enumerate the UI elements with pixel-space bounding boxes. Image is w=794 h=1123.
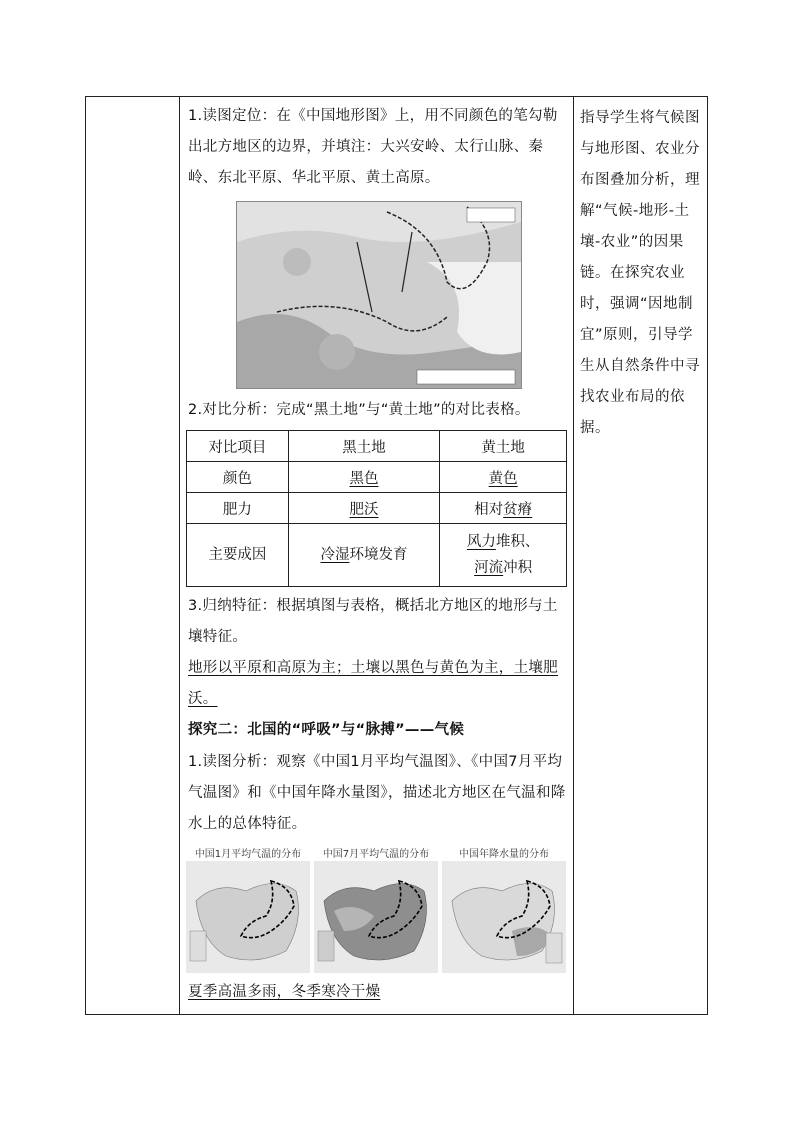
row-label: 肥力 [187, 493, 289, 524]
header-item: 对比项目 [187, 431, 289, 462]
table-row [187, 493, 567, 524]
cell-yellow-fertility-prefix: 相对 [474, 501, 504, 518]
table-header-row [187, 431, 567, 462]
section1-item3: 3.归纳特征：根据填图与表格，概括北方地区的地形与土壤特征。 [188, 598, 558, 645]
row-label: 主要成因 [187, 524, 289, 587]
section2-heading: 探究二：北国的“呼吸”与“脉搏”——气候 [188, 722, 465, 738]
answer-text: 夏季高温多雨，冬季寒冷干燥 [188, 984, 381, 1000]
section2-answer1 [188, 977, 568, 1008]
table-row [187, 524, 567, 587]
lesson-table [85, 96, 708, 1015]
map-title-precipitation: 中国年降水量的分布 [459, 849, 549, 860]
section1-answer3 [188, 653, 568, 715]
activity-column [180, 97, 573, 1014]
section1-item1: 1.读图定位：在《中国地形图》上，用不同颜色的笔勾勒出北方地区的边界，并填注：大兴安岭、太行山脉、秦岭、东北平原、华北平原、黄土高原。 [188, 108, 558, 186]
cell-black-fertility: 肥沃 [349, 501, 379, 518]
cell-yellow-color: 黄色 [488, 470, 518, 487]
cell-black-cause-rest: 环境发育 [349, 547, 408, 563]
map-title-january: 中国1月平均气温的分布 [194, 849, 302, 860]
cell-yellow-cause-key1: 风力 [466, 534, 496, 550]
map-title-july: 中国7月平均气温的分布 [322, 849, 430, 860]
january-temperature-map [186, 861, 310, 973]
answer-text: 地形以平原和高原为主；土壤以黑色与黄色为主，土壤肥沃。 [188, 660, 558, 707]
cell-yellow-cause-rest2: 冲积 [503, 560, 533, 576]
soil-comparison-table [186, 430, 567, 587]
cell-yellow-fertility: 贫瘠 [503, 501, 533, 518]
section1-item2: 2.对比分析：完成“黑土地”与“黄土地”的对比表格。 [188, 402, 530, 418]
row-label: 颜色 [187, 462, 289, 493]
table-row [187, 462, 567, 493]
july-temperature-map [314, 861, 438, 973]
annual-precipitation-map [442, 861, 566, 973]
cell-black-color: 黑色 [349, 470, 379, 487]
teacher-guidance-note: 指导学生将气候图与地形图、农业分布图叠加分析，理解“气候-地形-土壤-农业”的因果链。在探究农业时，强调“因地制宜”原则，引导学生从自然条件中寻找农业布局的依据。 [580, 110, 700, 436]
cell-yellow-cause-key2: 河流 [474, 560, 504, 576]
guidance-column [574, 97, 707, 1014]
cell-black-cause-key: 冷湿 [320, 547, 350, 563]
header-yellow-soil: 黄土地 [440, 431, 567, 462]
header-black-soil: 黑土地 [288, 431, 440, 462]
china-terrain-map [236, 201, 522, 389]
section2-item1: 1.读图分析：观察《中国1月平均气温图》、《中国7月平均气温图》和《中国年降水量图》，描述北方地区在气温和降水上的总体特征。 [188, 754, 566, 832]
cell-yellow-cause-rest1: 堆积、 [495, 534, 540, 550]
